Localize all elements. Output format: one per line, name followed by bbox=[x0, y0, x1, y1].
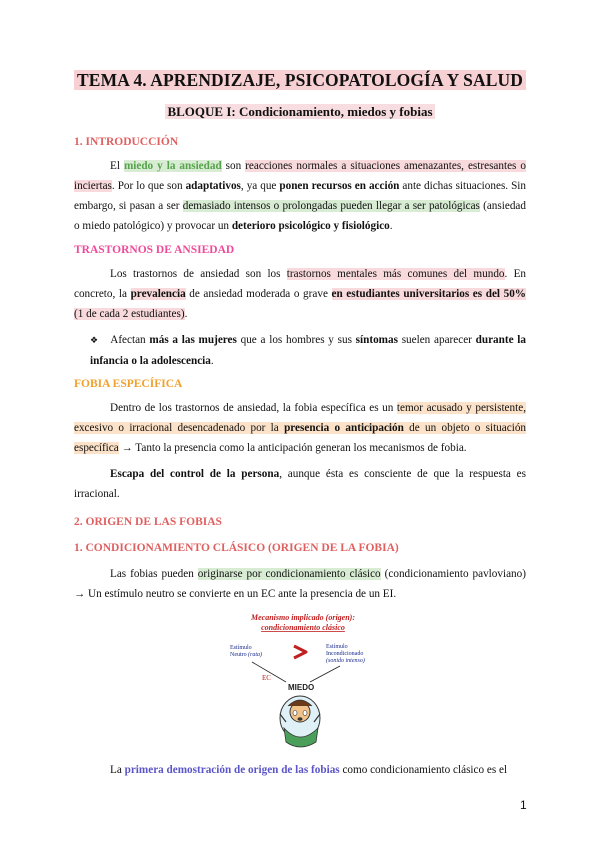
diagram-neutral-label1: Estímulo bbox=[230, 645, 252, 651]
diagram-connector-right bbox=[310, 666, 340, 682]
diagram-title-line1: Mecanismo implicado (origen): bbox=[251, 613, 355, 622]
subsection-heading-condicionamiento: 1. CONDICIONAMIENTO CLÁSICO (ORIGEN DE LA FOBIA) bbox=[74, 542, 399, 554]
section-heading-trastornos: TRASTORNOS DE ANSIEDAD bbox=[74, 244, 235, 256]
diagram-neutral-label3: (rata) bbox=[248, 652, 262, 658]
section-heading-fobia: FOBIA ESPECÍFICA bbox=[74, 378, 183, 390]
diagram-unconditioned-label2: Incondicionado bbox=[326, 651, 364, 657]
condicionamiento-paragraph: Las fobias pueden originarse por condicionamiento clásico (condicionamiento pavloviano) → Un estímulo neutro se convierte en un EC ante la presencia de un EI. bbox=[74, 568, 526, 600]
diagram-title-line2: condicionamiento clásico bbox=[261, 623, 345, 632]
diagram-neutral-label2: Neutro bbox=[230, 652, 247, 658]
primera-demostracion-paragraph: La primera demostración de origen de las fobias como condicionamiento clásico es el bbox=[110, 764, 508, 776]
fobia-paragraph: Dentro de los trastornos de ansiedad, la fobia específica es un temor acusado y persistente, excesivo o irracional desencadenado por la presencia o anticipación de un objeto o situación específica → Tanto la presencia como la anticipación generan los mecanismos de fobia. bbox=[74, 402, 527, 454]
section-heading-introduccion: 1. INTRODUCCIÓN bbox=[74, 136, 179, 148]
section-heading-origen: 2. ORIGEN DE LAS FOBIAS bbox=[74, 516, 222, 528]
intro-paragraph: El miedo y la ansiedad son reacciones normales a situaciones amenazantes, estresantes o inciertas. Por lo que son adaptativos, ya que ponen recursos en acción ante dichas situaciones. Sin embargo, si pasan a ser demasiado intensos o prolongadas pueden llegar a ser patológicas (ansiedad o miedo patológico) y provocar un deterioro psicológico y fisiológico. bbox=[74, 160, 527, 232]
document-title: TEMA 4. APRENDIZAJE, PSICOPATOLOGÍA Y SALUD bbox=[0, 70, 600, 91]
diagram-ec-label: EC bbox=[262, 674, 271, 682]
block-subtitle: BLOQUE I: Condicionamiento, miedos y fobias bbox=[167, 104, 433, 119]
diamond-bullet-icon: ❖ bbox=[90, 336, 100, 346]
diagram-unconditioned-label3: (sonido intenso) bbox=[326, 658, 365, 664]
trastornos-paragraph: Los trastornos de ansiedad son los trastornos mentales más comunes del mundo. En concreto, la prevalencia de ansiedad moderada o grave en estudiantes universitarios es del 50% (1 de cada 2 estudiantes). bbox=[74, 268, 527, 320]
frightened-person-icon bbox=[280, 696, 320, 747]
diagram-arrow-icon bbox=[294, 646, 306, 658]
page-number: 1 bbox=[520, 798, 527, 812]
fobia-control-paragraph: Escapa del control de la persona, aunque ésta es consciente de que la respuesta es irracional. bbox=[74, 468, 526, 500]
diagram-unconditioned-label1: Estímulo bbox=[326, 644, 348, 650]
diagram-miedo-label: MIEDO bbox=[288, 683, 315, 692]
conditioning-diagram bbox=[228, 610, 378, 750]
bullet-item: ❖ Afectan más a las mujeres que a los hombres y sus síntomas suelen aparecer durante la infancia o la adolescencia. bbox=[90, 334, 527, 367]
